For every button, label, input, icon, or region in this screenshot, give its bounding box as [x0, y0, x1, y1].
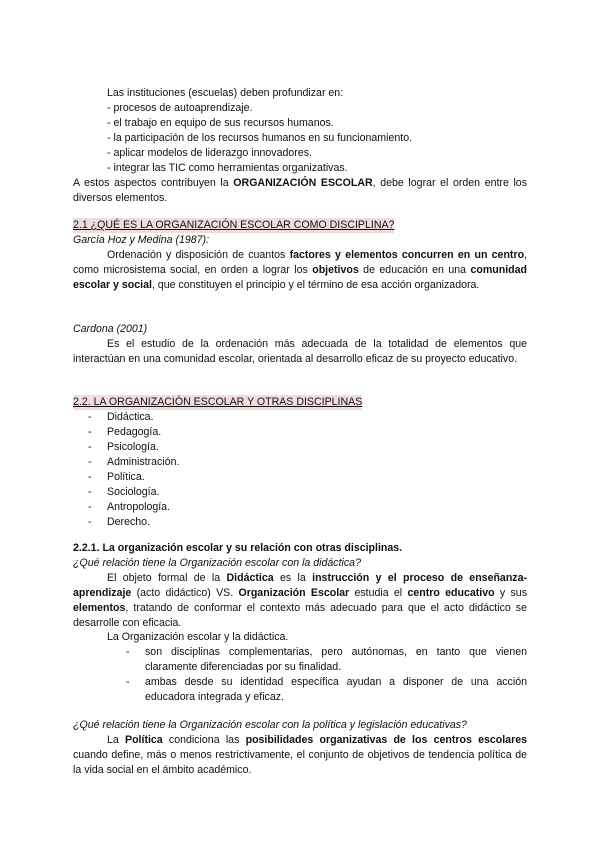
- intro-closing-text: A estos aspectos contribuyen la: [73, 177, 234, 189]
- bold-run: centro educativo: [407, 587, 495, 599]
- author-citation: Cardona (2001): [73, 323, 148, 335]
- list-item: - Política.: [107, 470, 179, 485]
- list-lead: La Organización escolar y la didáctica.: [107, 631, 289, 643]
- text-run: , que constituyen el principio y el término de esa acción organizadora.: [151, 279, 480, 291]
- list-item: - ambas desde su identidad específica ayudan a disponer de una acción educadora integrada y eficaz.: [145, 675, 527, 705]
- list-item: - son disciplinas complementarias, pero autónomas, en tanto que vienen claramente diferenciadas por su finalidad.: [145, 645, 527, 675]
- text-run: , como microsistema social, en orden a lograr los: [73, 249, 527, 276]
- disciplines-list: [107, 410, 179, 530]
- question: ¿Qué relación tiene la Organización escolar con la didáctica?: [73, 557, 361, 569]
- bold-run: comunidad escolar y social: [73, 264, 527, 291]
- text-run: La: [107, 734, 126, 746]
- list-item: - Administración.: [107, 455, 179, 470]
- intro-item: - la participación de los recursos humanos en su funcionamiento.: [107, 132, 413, 144]
- text-run: , tratando de conformar el contexto más adecuado para que el acto didáctico se desarrolle con eficacia.: [73, 602, 527, 629]
- text-run: Ordenación y disposición de cuantos: [107, 249, 290, 261]
- definition-paragraph: [73, 248, 527, 293]
- question: ¿Qué relación tiene la Organización escolar con la política y legislación educativas?: [73, 719, 467, 731]
- text-run: y sus: [494, 587, 527, 599]
- subsection-title-2-2-1: 2.2.1. La organización escolar y su relación con otras disciplinas.: [73, 542, 403, 554]
- intro-item: - el trabajo en equipo de sus recursos humanos.: [107, 117, 334, 129]
- text-run: de educación en una: [358, 264, 471, 276]
- intro-closing-bold: ORGANIZACIÓN ESCOLAR: [233, 177, 373, 189]
- list-item: - Psicología.: [107, 440, 179, 455]
- intro-closing: [73, 176, 527, 206]
- intro-closing-text: , debe lograr el orden entre los diversos elementos.: [73, 177, 527, 204]
- text-run: estudia el: [349, 587, 408, 599]
- bold-run: instrucción y el proceso de enseñanza-aprendizaje: [73, 572, 528, 599]
- text-run: El objeto formal de la: [107, 572, 227, 584]
- intro-lead: Las instituciones (escuelas) deben profundizar en:: [107, 87, 344, 99]
- intro-item: - procesos de autoaprendizaje.: [107, 102, 253, 114]
- text-run: (acto didáctico) VS.: [131, 587, 239, 599]
- list-item: - Derecho.: [107, 515, 179, 530]
- text-run: es la: [273, 572, 313, 584]
- list-item: - Pedagogía.: [107, 425, 179, 440]
- bold-run: factores y elementos concurren en un centro: [289, 249, 525, 261]
- bold-run: Organización Escolar: [238, 587, 350, 599]
- bold-run: elementos: [73, 602, 126, 614]
- list-item: - Antropología.: [107, 500, 179, 515]
- definition-paragraph: Es el estudio de la ordenación más adecuada de la totalidad de elementos que interactúan en una comunidad escolar, orientada al desarrollo eficaz de su proyecto educativo.: [73, 338, 527, 365]
- section-title-2-2: 2.2. LA ORGANIZACIÓN ESCOLAR Y OTRAS DISCIPLINAS: [73, 396, 363, 408]
- intro-item: - integrar las TIC como herramientas organizativas.: [107, 162, 348, 174]
- bold-run: posibilidades organizativas de los centros escolares: [245, 734, 527, 746]
- intro-item: - aplicar modelos de liderazgo innovadores.: [107, 147, 312, 159]
- text-run: cuando define, más o menos restrictivamente, el conjunto de objetivos de tendencia política de la vida social en el ámbito académico.: [73, 749, 527, 776]
- bold-run: Didáctica: [226, 572, 274, 584]
- author-citation: García Hoz y Medina (1987):: [73, 234, 210, 246]
- list-item: - Didáctica.: [107, 410, 179, 425]
- section-title-2-1: 2.1 ¿QUÉ ES LA ORGANIZACIÓN ESCOLAR COMO DISCIPLINA?: [73, 219, 395, 231]
- text-run: condiciona las: [162, 734, 246, 746]
- list-item: - Sociología.: [107, 485, 179, 500]
- didactics-paragraph: [73, 571, 527, 631]
- politics-paragraph: [73, 733, 527, 778]
- bold-run: objetivos: [312, 264, 359, 276]
- bold-run: Política: [125, 734, 163, 746]
- relation-list: [145, 645, 527, 705]
